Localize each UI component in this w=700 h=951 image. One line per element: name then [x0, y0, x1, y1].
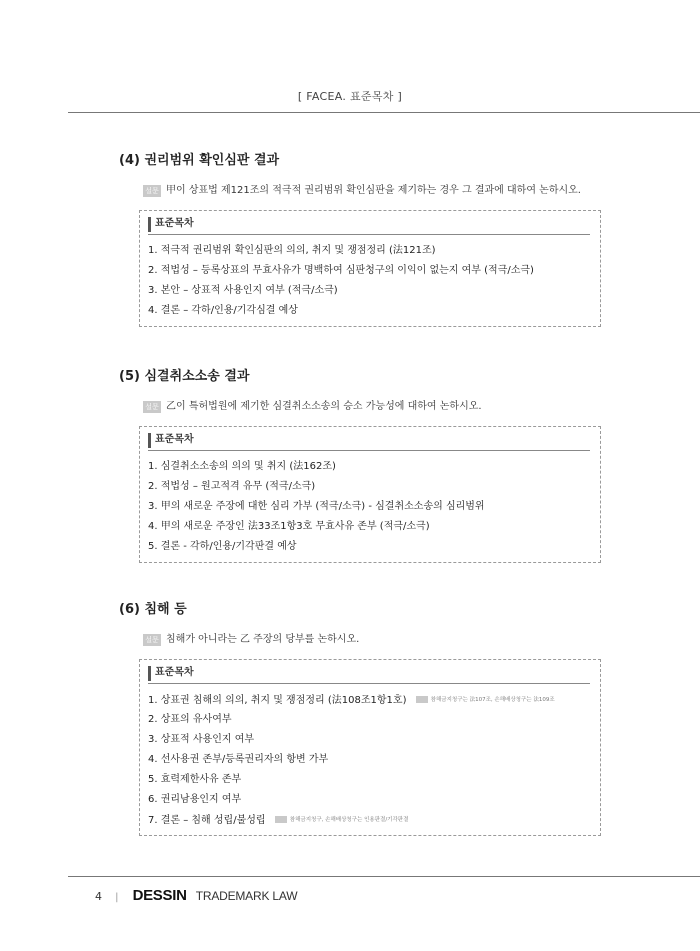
note-text: 참해금지청구는 法107조, 손해배상청구는 法109조: [430, 697, 555, 703]
toc-item: 3. 본안 – 상표적 사용인지 여부 (적극/소극): [148, 285, 338, 296]
toc-item: 5. 효력제한사유 존부: [148, 774, 242, 785]
section-title: (4) 권리범위 확인심판 결과: [119, 153, 280, 168]
toc-item: 3. 상표적 사용인지 여부: [148, 734, 255, 745]
running-header: [ FACEA. 표준목차 ]: [297, 90, 403, 103]
note-marker: [416, 696, 428, 703]
question: [119, 400, 601, 414]
toc-heading: [148, 433, 590, 447]
toc-box: [139, 659, 601, 836]
toc-heading-bar: [148, 433, 151, 448]
toc-item: 4. 선사용권 존부/등록권리자의 항변 가부: [148, 754, 329, 765]
footer: [95, 886, 297, 904]
toc-heading-rule: [148, 683, 590, 684]
toc-heading: [148, 217, 590, 231]
toc-item: [148, 690, 590, 710]
toc-heading-label: 표준목차: [155, 218, 194, 229]
question: [119, 633, 601, 647]
question-badge: 설문: [143, 401, 161, 413]
section-4: [119, 152, 601, 327]
section-5: [119, 368, 601, 563]
toc-heading-label: 표준목차: [155, 667, 194, 678]
section-title: (5) 심결취소소송 결과: [119, 369, 250, 384]
toc-heading-bar: [148, 666, 151, 681]
question-text: 乙이 특허법원에 제기한 심결취소소송의 승소 가능성에 대하여 논하시오.: [166, 401, 482, 412]
question-text: 甲이 상표법 제121조의 적극적 권리범위 확인심판을 제기하는 경우 그 결과에 대하여 논하시오.: [166, 185, 581, 196]
toc-item-text: 7. 결론 – 침해 성립/불성립: [148, 815, 266, 826]
footer-divider: [68, 876, 700, 877]
toc-heading: [148, 666, 590, 680]
toc-item: [148, 810, 590, 830]
side-note: [275, 810, 409, 830]
toc-item: 3. 甲의 새로운 주장에 대한 심리 가부 (적극/소극) - 심결취소소송의 심리범위: [148, 501, 485, 512]
toc-heading-bar: [148, 217, 151, 232]
note-text: 참해금지청구, 손해배상청구는 인용판결/기각판결: [289, 817, 409, 823]
toc-item: 2. 적법성 – 원고적격 유무 (적극/소극): [148, 481, 316, 492]
section-6: [119, 601, 601, 836]
toc-heading-label: 표준목차: [155, 434, 194, 445]
toc-item: 4. 결론 – 각하/인용/기각심결 예상: [148, 305, 298, 316]
toc-item: 2. 적법성 – 등록상표의 무효사유가 명백하여 심판청구의 이익이 없는지 여부 (적극/소극): [148, 265, 534, 276]
footer-separator: |: [115, 892, 119, 903]
header-divider: [68, 112, 700, 113]
toc-item-text: 1. 상표권 침해의 의의, 취지 및 쟁점정리 (法108조1항1호): [148, 695, 407, 706]
side-note: [416, 690, 555, 710]
toc-box: [139, 210, 601, 327]
toc-item: 4. 甲의 새로운 주장인 法33조1항3호 무효사유 존부 (적극/소극): [148, 521, 430, 532]
question-badge: 설문: [143, 634, 161, 646]
question-badge: 설문: [143, 185, 161, 197]
toc-item: 5. 결론 - 각하/인용/기각판결 예상: [148, 541, 297, 552]
brand-subtitle: TRADEMARK LAW: [195, 889, 298, 903]
toc-heading-rule: [148, 234, 590, 235]
question-text: 침해가 아니라는 乙 주장의 당부를 논하시오.: [166, 634, 360, 645]
toc-heading-rule: [148, 450, 590, 451]
section-title: (6) 침해 등: [119, 602, 187, 617]
toc-box: [139, 426, 601, 563]
brand-logo: DESSIN: [132, 887, 187, 904]
toc-item: 1. 적극적 권리범위 확인심판의 의의, 취지 및 쟁점정리 (法121조): [148, 245, 436, 256]
toc-item: 1. 심결취소소송의 의의 및 취지 (法162조): [148, 461, 336, 472]
toc-item: 6. 권리남용인지 여부: [148, 794, 242, 805]
toc-item: 2. 상표의 유사여부: [148, 714, 232, 725]
page-number: 4: [95, 890, 102, 903]
note-marker: [275, 816, 287, 823]
question: [119, 184, 601, 198]
